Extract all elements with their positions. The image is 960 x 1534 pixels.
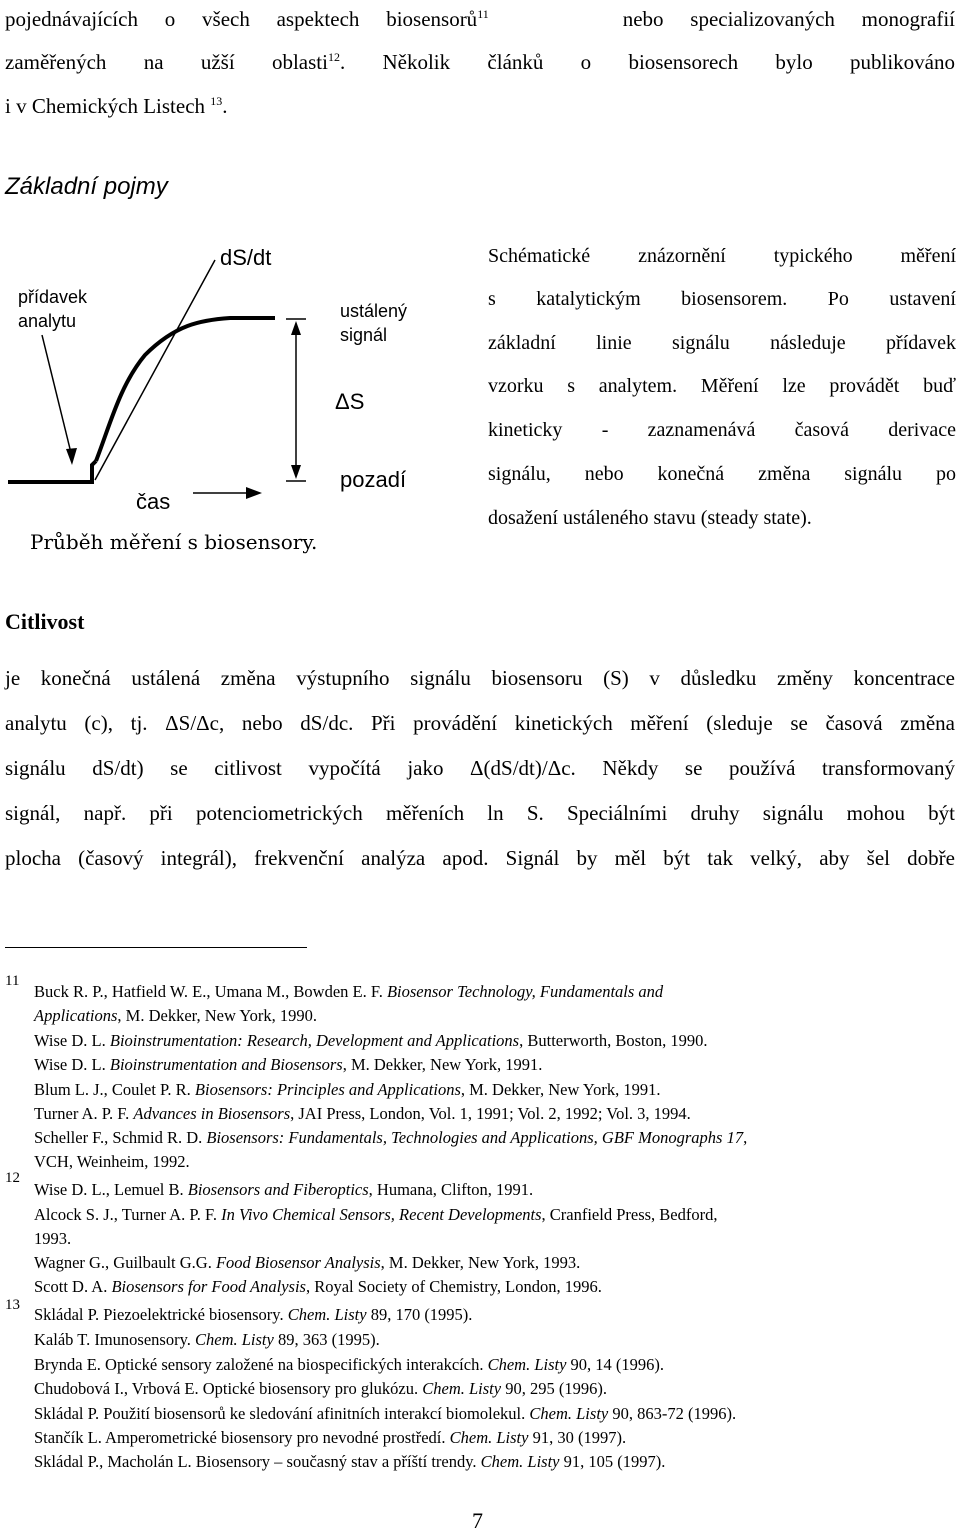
reference-text: Scheller F., Schmid R. D. [34, 1128, 207, 1147]
figure-description-line: vzorku s analytem. Měření lze provádět buď [488, 375, 956, 397]
body-line: analytu (c), tj. ΔS/Δc, nebo dS/dc. Při provádění kinetických měření (sleduje se časová změna [5, 711, 955, 735]
reference-text: 90, 863-72 (1996). [608, 1404, 737, 1423]
footnote-reference [34, 1428, 626, 1448]
reference-text: , M. Dekker, New York, 1991. [342, 1055, 543, 1074]
figure-caption: Průběh měření s biosensory. [30, 530, 318, 554]
reference-title: Chem. Listy [287, 1305, 367, 1324]
intro-text: zaměřených na užší oblasti [5, 50, 328, 74]
reference-title: Biosensors and Fiberoptics [187, 1180, 369, 1199]
reference-text: 90, 14 (1996). [566, 1355, 665, 1374]
reference-text: 89, 170 (1995). [366, 1305, 473, 1324]
reference-text: Blum L. J., Coulet P. R. [34, 1080, 195, 1099]
intro-line-1 [5, 6, 955, 32]
reference-title: Food Biosensor Analysis [215, 1253, 381, 1272]
intro-text: . [222, 94, 228, 118]
footnote-reference [34, 1330, 380, 1350]
intro-text: . Několik článků o biosensorech bylo publikováno [339, 50, 955, 74]
footnote-reference [34, 1128, 747, 1148]
footnote-reference [34, 1452, 665, 1472]
body-line: je konečná ustálená změna výstupního signálu biosensoru (S) v důsledku změny koncentrace [5, 666, 955, 690]
reference-text: VCH, Weinheim, 1992. [34, 1152, 190, 1171]
footnote-reference [34, 1277, 602, 1297]
reference-title: Chem. Listy [195, 1330, 274, 1349]
section-title-citlivost: Citlivost [5, 609, 85, 634]
label-ds-dt: dS/dt [220, 245, 272, 270]
reference-title: Bioinstrumentation: Research, Development and Applications [109, 1031, 520, 1050]
footnote-reference [34, 1253, 580, 1273]
reference-text: Buck R. P., Hatfield W. E., Umana M., Bowden E. F. [34, 982, 387, 1001]
reference-text: Skládal P. Použití biosensorů ke sledování afinitních interakcí biomolekul. [34, 1404, 530, 1423]
reference-title: Biosensor Technology, Fundamentals and [386, 982, 664, 1001]
intro-line-3 [5, 93, 955, 119]
footnote-separator [5, 947, 307, 948]
reference-text: , M. Dekker, New York, 1990. [117, 1006, 318, 1025]
reference-text: 90, 295 (1996). [501, 1379, 607, 1398]
label-pridavek: přídavek [18, 287, 88, 307]
footnote-number: 13 [5, 1297, 20, 1313]
reference-title: Chem. Listy [449, 1428, 529, 1447]
footnote-reference [34, 1404, 736, 1424]
intro-text: nebo specializovaných monografií [622, 7, 955, 31]
reference-text: 89, 363 (1995). [273, 1330, 380, 1349]
figure-description-line: signálu, nebo konečná změna signálu po [488, 463, 956, 485]
footnote-reference [34, 1180, 533, 1200]
reference-text: 91, 105 (1997). [559, 1452, 666, 1471]
reference-text: Wise D. L. [34, 1031, 110, 1050]
footnote-reference [34, 1355, 664, 1375]
footnote-ref: 13 [210, 94, 223, 108]
reference-text: Skládal P. Piezoelektrické biosensory. [34, 1305, 288, 1324]
footnote-reference [34, 1104, 691, 1124]
footnote-reference [34, 1080, 661, 1100]
reference-text: Brynda E. Optické sensory založené na biospecifických interakcích. [34, 1355, 488, 1374]
label-pozadi: pozadí [340, 467, 407, 492]
body-line: signál, např. při potenciometrických měřeních ln S. Speciálními druhy signálu mohou být [5, 801, 955, 825]
footnote-number: 12 [5, 1170, 20, 1186]
reference-title: Biosensors for Food Analysis [111, 1277, 306, 1296]
reference-title: Applications [34, 1006, 118, 1025]
intro-line-2 [5, 49, 955, 75]
reference-title: Chem. Listy [487, 1355, 567, 1374]
intro-text: pojednávajících o všech aspektech biosensorů [5, 7, 478, 31]
footnote-ref: 12 [327, 50, 340, 64]
reference-text: Kaláb T. Imunosensory. [34, 1330, 195, 1349]
label-delta-s: ΔS [335, 389, 365, 414]
figure-measurement [0, 235, 480, 565]
figure-description-line: Schématické znázornění typického měření [488, 245, 956, 267]
page-number: 7 [472, 1508, 483, 1533]
reference-text: , Butterworth, Boston, 1990. [519, 1031, 708, 1050]
figure-description-line: dosažení ustáleného stavu (steady state). [488, 507, 812, 529]
footnote-reference [34, 1031, 707, 1051]
label-ustaleny: ustálený [340, 301, 408, 321]
reference-text: Skládal P., Macholán L. Biosensory – současný stav a příští trendy. [34, 1452, 481, 1471]
reference-text: , Humana, Clifton, 1991. [368, 1180, 534, 1199]
body-line: plocha (časový integrál), frekvenční analýza apod. Signál by měl být tak velký, aby šel dobře [5, 846, 955, 870]
reference-text: Wise D. L., Lemuel B. [34, 1180, 188, 1199]
figure-description-line: s katalytickým biosensorem. Po ustavení [488, 288, 956, 310]
reference-title: Chem. Listy [529, 1404, 609, 1423]
reference-text: , M. Dekker, New York, 1993. [380, 1253, 581, 1272]
figure-description-line: kineticky - zaznamenává časová derivace [488, 419, 956, 441]
reference-title: Biosensors: Principles and Applications [194, 1080, 461, 1099]
label-ustaleny-signal [340, 299, 407, 347]
section-title-zakladni-pojmy: Základní pojmy [5, 173, 168, 200]
footnote-reference [34, 1205, 718, 1225]
footnote-reference [34, 982, 663, 1002]
reference-text: , M. Dekker, New York, 1991. [460, 1080, 661, 1099]
footnote-reference [34, 1229, 71, 1249]
intro-text: i v Chemických Listech [5, 94, 206, 118]
footnote-reference [34, 1379, 607, 1399]
reference-text: Turner A. P. F. [34, 1104, 134, 1123]
footnote-reference [34, 1152, 190, 1172]
reference-text: Stančík L. Amperometrické biosensory pro nevodné prostředí. [34, 1428, 450, 1447]
reference-text: 1993. [34, 1229, 72, 1248]
footnote-ref: 11 [477, 7, 489, 21]
label-analytu: analytu [18, 311, 77, 331]
body-line: signálu dS/dt) se citlivost vypočítá jako Δ(dS/dt)/Δc. Někdy se používá transformovaný [5, 756, 955, 780]
footnote-number: 11 [5, 973, 20, 989]
reference-text: Chudobová I., Vrbová E. Optické biosensory pro glukózu. [34, 1379, 423, 1398]
reference-text: 91, 30 (1997). [528, 1428, 627, 1447]
reference-text: , [743, 1128, 748, 1147]
reference-title: Advances in Biosensors [133, 1104, 291, 1123]
label-signal: signál [340, 325, 388, 345]
reference-text: , Cranfield Press, Bedford, [541, 1205, 718, 1224]
reference-title: Chem. Listy [480, 1452, 560, 1471]
reference-text: , JAI Press, London, Vol. 1, 1991; Vol. 2, 1992; Vol. 3, 1994. [290, 1104, 691, 1123]
reference-title: Chem. Listy [422, 1379, 502, 1398]
footnote-reference [34, 1305, 472, 1325]
reference-text: Wagner G., Guilbault G.G. [34, 1253, 216, 1272]
reference-text: Wise D. L. [34, 1055, 110, 1074]
label-pridavek-analytu [18, 285, 87, 333]
reference-text: Scott D. A. [34, 1277, 112, 1296]
footnote-reference [34, 1006, 317, 1026]
reference-text: , Royal Society of Chemistry, London, 1996. [305, 1277, 602, 1296]
footnote-reference [34, 1055, 542, 1075]
reference-text: Alcock S. J., Turner A. P. F. [34, 1205, 222, 1224]
reference-title: Bioinstrumentation and Biosensors [109, 1055, 343, 1074]
figure-description-line: základní linie signálu následuje přídavek [488, 332, 956, 354]
reference-title: In Vivo Chemical Sensors, Recent Developments [221, 1205, 542, 1224]
reference-title: Biosensors: Fundamentals, Technologies and Applications, GBF Monographs 17 [206, 1128, 744, 1147]
label-cas: čas [136, 489, 171, 514]
